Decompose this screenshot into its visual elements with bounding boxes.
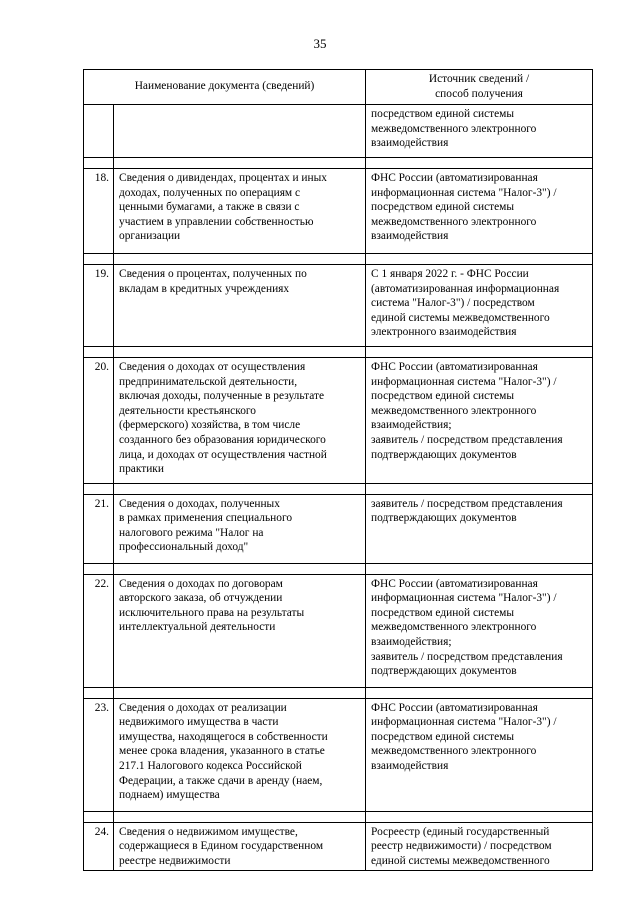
row-document-name: Сведения о дивидендах, процентах и иных доходах, полученных по операциям с ценными бумагами, а также в связи с участием в управлении собственностью организации <box>114 168 366 253</box>
table-row <box>84 822 593 871</box>
row-document-name: Сведения о доходах от осуществления предпринимательской деятельности, включая доходы, полученные в результате деятельности крестьянского (фермерского) хозяйства, в том числе созданного без образования юридического лица, и доходах от осуществления частной практики <box>114 357 366 483</box>
row-spacer <box>84 346 593 357</box>
row-number: 24. <box>84 822 114 871</box>
row-number: 18. <box>84 168 114 253</box>
row-spacer <box>84 253 593 264</box>
row-spacer <box>84 687 593 698</box>
header-document-name: Наименование документа (сведений) <box>84 70 366 105</box>
row-document-name <box>114 105 366 158</box>
row-document-name: Сведения о доходах, полученных в рамках применения специального налогового режима "Налог на профессиональный доход" <box>114 494 366 563</box>
row-source: посредством единой системы межведомственного электронного взаимодействия <box>366 105 593 158</box>
row-document-name: Сведения о недвижимом имуществе, содержащиеся в Едином государственном реестре недвижимости <box>114 822 366 871</box>
table-row <box>84 494 593 563</box>
header-source: Источник сведений / способ получения <box>366 70 593 105</box>
table-header-row <box>84 70 593 105</box>
row-number: 19. <box>84 264 114 346</box>
row-number: 23. <box>84 698 114 811</box>
row-source: С 1 января 2022 г. - ФНС России (автоматизированная информационная система "Налог-3") / посредством единой системы межведомственного электронного взаимодействия <box>366 264 593 346</box>
row-number: 22. <box>84 574 114 687</box>
row-source: ФНС России (автоматизированная информационная система "Налог-3") / посредством единой системы межведомственного электронного взаимодействия; заявитель / посредством представления подтверждающих документов <box>366 574 593 687</box>
table-row <box>84 698 593 811</box>
row-spacer <box>84 811 593 822</box>
row-document-name: Сведения о процентах, полученных по вкладам в кредитных учреждениях <box>114 264 366 346</box>
row-document-name: Сведения о доходах от реализации недвижимого имущества в части имущества, находящегося в собственности менее срока владения, указанного в статье 217.1 Налогового кодекса Российской Федерации, а также сдачи в аренду (наем, поднаем) имущества <box>114 698 366 811</box>
table-row-continuation <box>84 105 593 158</box>
row-spacer <box>84 563 593 574</box>
table-row <box>84 357 593 483</box>
row-source: ФНС России (автоматизированная информационная система "Налог-3") / посредством единой системы межведомственного электронного взаимодействия; заявитель / посредством представления подтверждающих документов <box>366 357 593 483</box>
table-row <box>84 574 593 687</box>
page-number: 35 <box>313 36 327 51</box>
row-number: 20. <box>84 357 114 483</box>
row-number: 21. <box>84 494 114 563</box>
row-spacer <box>84 157 593 168</box>
row-source: ФНС России (автоматизированная информационная система "Налог-3") / посредством единой системы межведомственного электронного взаимодействия <box>366 698 593 811</box>
row-number <box>84 105 114 158</box>
table-row <box>84 264 593 346</box>
row-source: заявитель / посредством представления подтверждающих документов <box>366 494 593 563</box>
table-row <box>84 168 593 253</box>
row-spacer <box>84 483 593 494</box>
row-source: ФНС России (автоматизированная информационная система "Налог-3") / посредством единой системы межведомственного электронного взаимодействия <box>366 168 593 253</box>
row-document-name: Сведения о доходах по договорам авторского заказа, об отчуждении исключительного права на результаты интеллектуальной деятельности <box>114 574 366 687</box>
documents-table <box>83 69 593 871</box>
row-source: Росреестр (единый государственный реестр недвижимости) / посредством единой системы межведомственного <box>366 822 593 871</box>
